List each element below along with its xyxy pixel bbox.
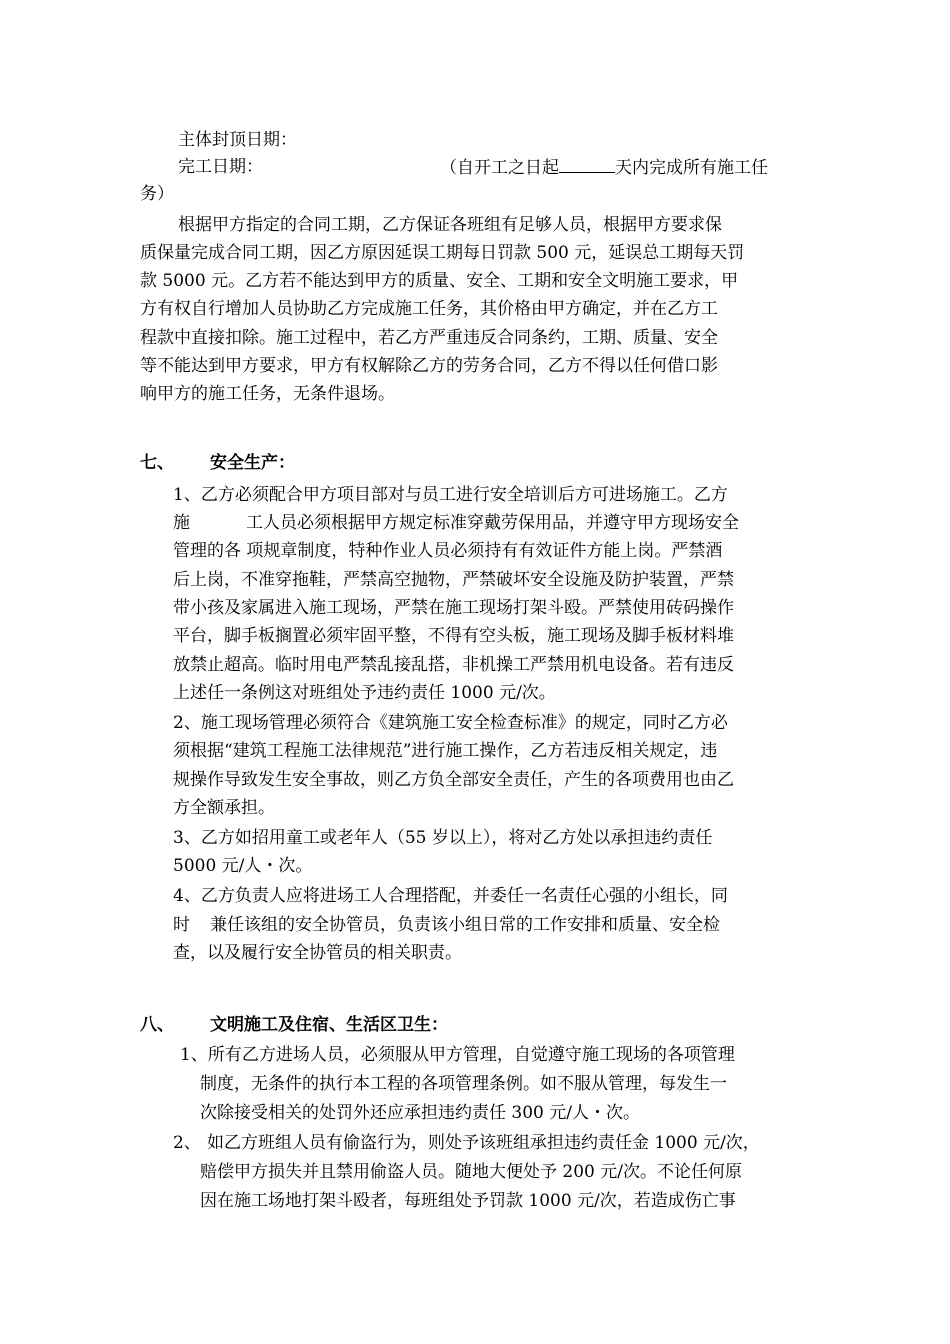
- section-8-number: 八、: [140, 1015, 174, 1035]
- section-7-line: 工人员必须根据甲方规定标准穿戴劳保用品，并遵守甲方现场安全: [246, 513, 739, 533]
- section-7-number: 七、: [140, 453, 174, 473]
- section-7-line: 兼任该组的安全协管员，负责该小组日常的工作安排和质量、安全检: [210, 915, 720, 935]
- section-7-line: 须根据“建筑工程施工法律规范”进行施工操作，乙方若违反相关规定，违: [173, 741, 718, 761]
- section-8-line: 如乙方班组人员有偷盗行为，则处予该班组承担违约责任金 1000 元/次，: [207, 1133, 760, 1153]
- paragraph-line: 款 5000 元。乙方若不能达到甲方的质量、安全、工期和安全文明施工要求，甲: [140, 271, 739, 291]
- section-7-line: 方全额承担。: [173, 798, 275, 818]
- section-7-line: 查，以及履行安全协管员的相关职责。: [173, 943, 462, 963]
- paragraph-line: 质保量完成合同工期，因乙方原因延误工期每日罚款 500 元，延误总工期每天罚: [140, 243, 745, 263]
- section-7-line: 平台，脚手板搁置必须牢固平整，不得有空头板，施工现场及脚手板材料堆: [173, 626, 734, 646]
- section-7-line: 4、乙方负责人应将进场工人合理搭配，并委任一名责任心强的小组长，同: [173, 886, 728, 906]
- completion-note-prefix: （自开工之日起: [440, 158, 559, 178]
- section-8-line: 2、: [173, 1133, 201, 1153]
- completion-date-label: 完工日期：: [178, 157, 263, 177]
- section-7-line: 时: [173, 915, 190, 935]
- section-8-line: 次除接受相关的处罚外还应承担违约责任 300 元/人・次。: [200, 1103, 640, 1123]
- section-7-line: 带小孩及家属进入施工现场，严禁在施工现场打架斗殴。严禁使用砖码操作: [173, 598, 734, 618]
- completion-note: [440, 154, 768, 180]
- paragraph-line: 方有权自行增加人员协助乙方完成施工任务，其价格由甲方确定，并在乙方工: [140, 299, 718, 319]
- section-7-line: 3、乙方如招用童工或老年人（55 岁以上），将对乙方处以承担违约责任: [173, 828, 713, 848]
- section-7-line: 规操作导致发生安全事故，则乙方负全部安全责任，产生的各项费用也由乙: [173, 770, 734, 790]
- roof-date-label: 主体封顶日期：: [178, 130, 297, 150]
- paragraph-line: 程款中直接扣除。施工过程中，若乙方严重违反合同条约，工期、质量、安全: [140, 328, 718, 348]
- section-8-line: 制度，无条件的执行本工程的各项管理条例。如不服从管理，每发生一: [200, 1074, 727, 1094]
- paragraph-line: 响甲方的施工任务，无条件退场。: [140, 384, 395, 404]
- section-8-title: 文明施工及住宿、生活区卫生：: [210, 1015, 448, 1035]
- blank-days-field: [559, 154, 615, 173]
- section-8-line: 1、所有乙方进场人员，必须服从甲方管理，自觉遵守施工现场的各项管理: [180, 1045, 735, 1065]
- completion-note-suffix: 天内完成所有施工任: [615, 158, 768, 178]
- section-8-line: 因在施工场地打架斗殴者，每班组处予罚款 1000 元/次，若造成伤亡事: [200, 1191, 736, 1211]
- section-7-line: 后上岗，不准穿拖鞋，严禁高空抛物，严禁破坏安全设施及防护装置，严禁: [173, 570, 734, 590]
- section-7-line: 1、乙方必须配合甲方项目部对与员工进行安全培训后方可进场施工。乙方: [173, 485, 728, 505]
- section-7-title: 安全生产：: [210, 453, 295, 473]
- section-7-line: 上述任一条例这对班组处予违约责任 1000 元/次。: [173, 683, 556, 703]
- section-7-line: 2、施工现场管理必须符合《建筑施工安全检查标准》的规定，同时乙方必: [173, 713, 728, 733]
- section-7-line: 5000 元/人・次。: [173, 856, 313, 876]
- section-7-line: 放禁止超高。临时用电严禁乱接乱搭，非机操工严禁用机电设备。若有违反: [173, 655, 734, 675]
- paragraph-line: 根据甲方指定的合同工期，乙方保证各班组有足够人员，根据甲方要求保: [178, 215, 722, 235]
- paragraph-line: 等不能达到甲方要求，甲方有权解除乙方的劳务合同，乙方不得以任何借口影: [140, 356, 718, 376]
- completion-note-wrap: 务）: [140, 184, 174, 204]
- section-7-line: 施: [173, 513, 190, 533]
- section-8-line: 赔偿甲方损失并且禁用偷盗人员。随地大便处予 200 元/次。不论任何原: [200, 1162, 742, 1182]
- section-7-line: 管理的各 项规章制度，特种作业人员必须持有有效证件方能上岗。严禁酒: [173, 541, 723, 561]
